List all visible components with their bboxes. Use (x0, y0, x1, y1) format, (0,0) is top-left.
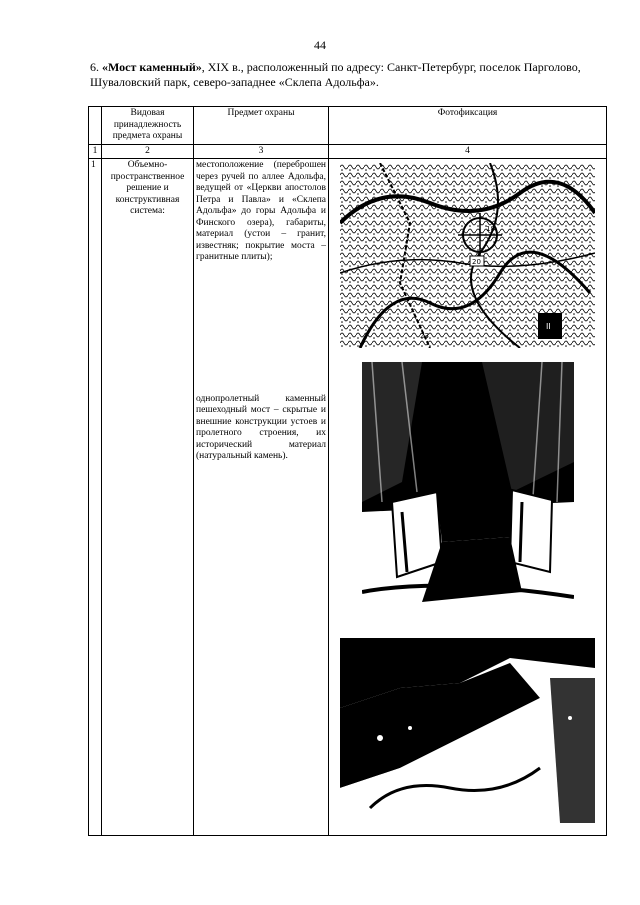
header-index (89, 107, 102, 145)
intro-rest: , XIX в., расположенный по адресу: Санкт-Петербург, поселок Парголово, Шуваловский парк, северо-западнее «Склепа Адольфа». (90, 60, 581, 89)
column-number-row (89, 144, 607, 159)
header-subject: Предмет охраны (194, 107, 329, 145)
row-type: Объемно-пространственное решение и конструктивная система: (102, 159, 194, 836)
header-type: Видовая принадлежность предмета охраны (102, 107, 194, 145)
bridge-photo (362, 362, 574, 624)
header-photo: Фотофиксация (329, 107, 607, 145)
intro-prefix: 6. (90, 60, 102, 74)
map-label-20: 20 (472, 258, 481, 266)
map-label-23: 23 (420, 332, 429, 340)
protection-table (88, 106, 607, 836)
location-map-image (340, 163, 595, 348)
map-label-18: 18 (486, 225, 495, 233)
column-number: 1 (89, 144, 102, 159)
row-number: 1 (89, 159, 102, 836)
page-number: 44 (314, 38, 326, 52)
header-row (89, 107, 607, 145)
row-subject (194, 159, 329, 836)
column-number: 2 (102, 144, 194, 159)
subject-location: местоположение (переброшен через ручей по аллее Адольфа, ведущей от «Церкви апостолов Петра и Павла» и «Склепа Адольфа» до горы Адольфа и Финского озера), габариты, материал (устои – гранит, известняк; покрытие моста – гранитные плиты); (196, 160, 326, 262)
object-description (90, 60, 610, 90)
subject-structure: однопролетный каменный пешеходный мост – скрытые и внешние конструкции устоев и пролетного строения, их исторический материал (натуральный камень). (196, 393, 326, 461)
object-name: «Мост каменный» (102, 60, 202, 74)
row-photos (329, 159, 607, 836)
table-row (89, 159, 607, 836)
column-number: 4 (329, 144, 607, 159)
stone-detail-photo (340, 638, 595, 823)
map-label-II: II (546, 322, 551, 331)
column-number: 3 (194, 144, 329, 159)
